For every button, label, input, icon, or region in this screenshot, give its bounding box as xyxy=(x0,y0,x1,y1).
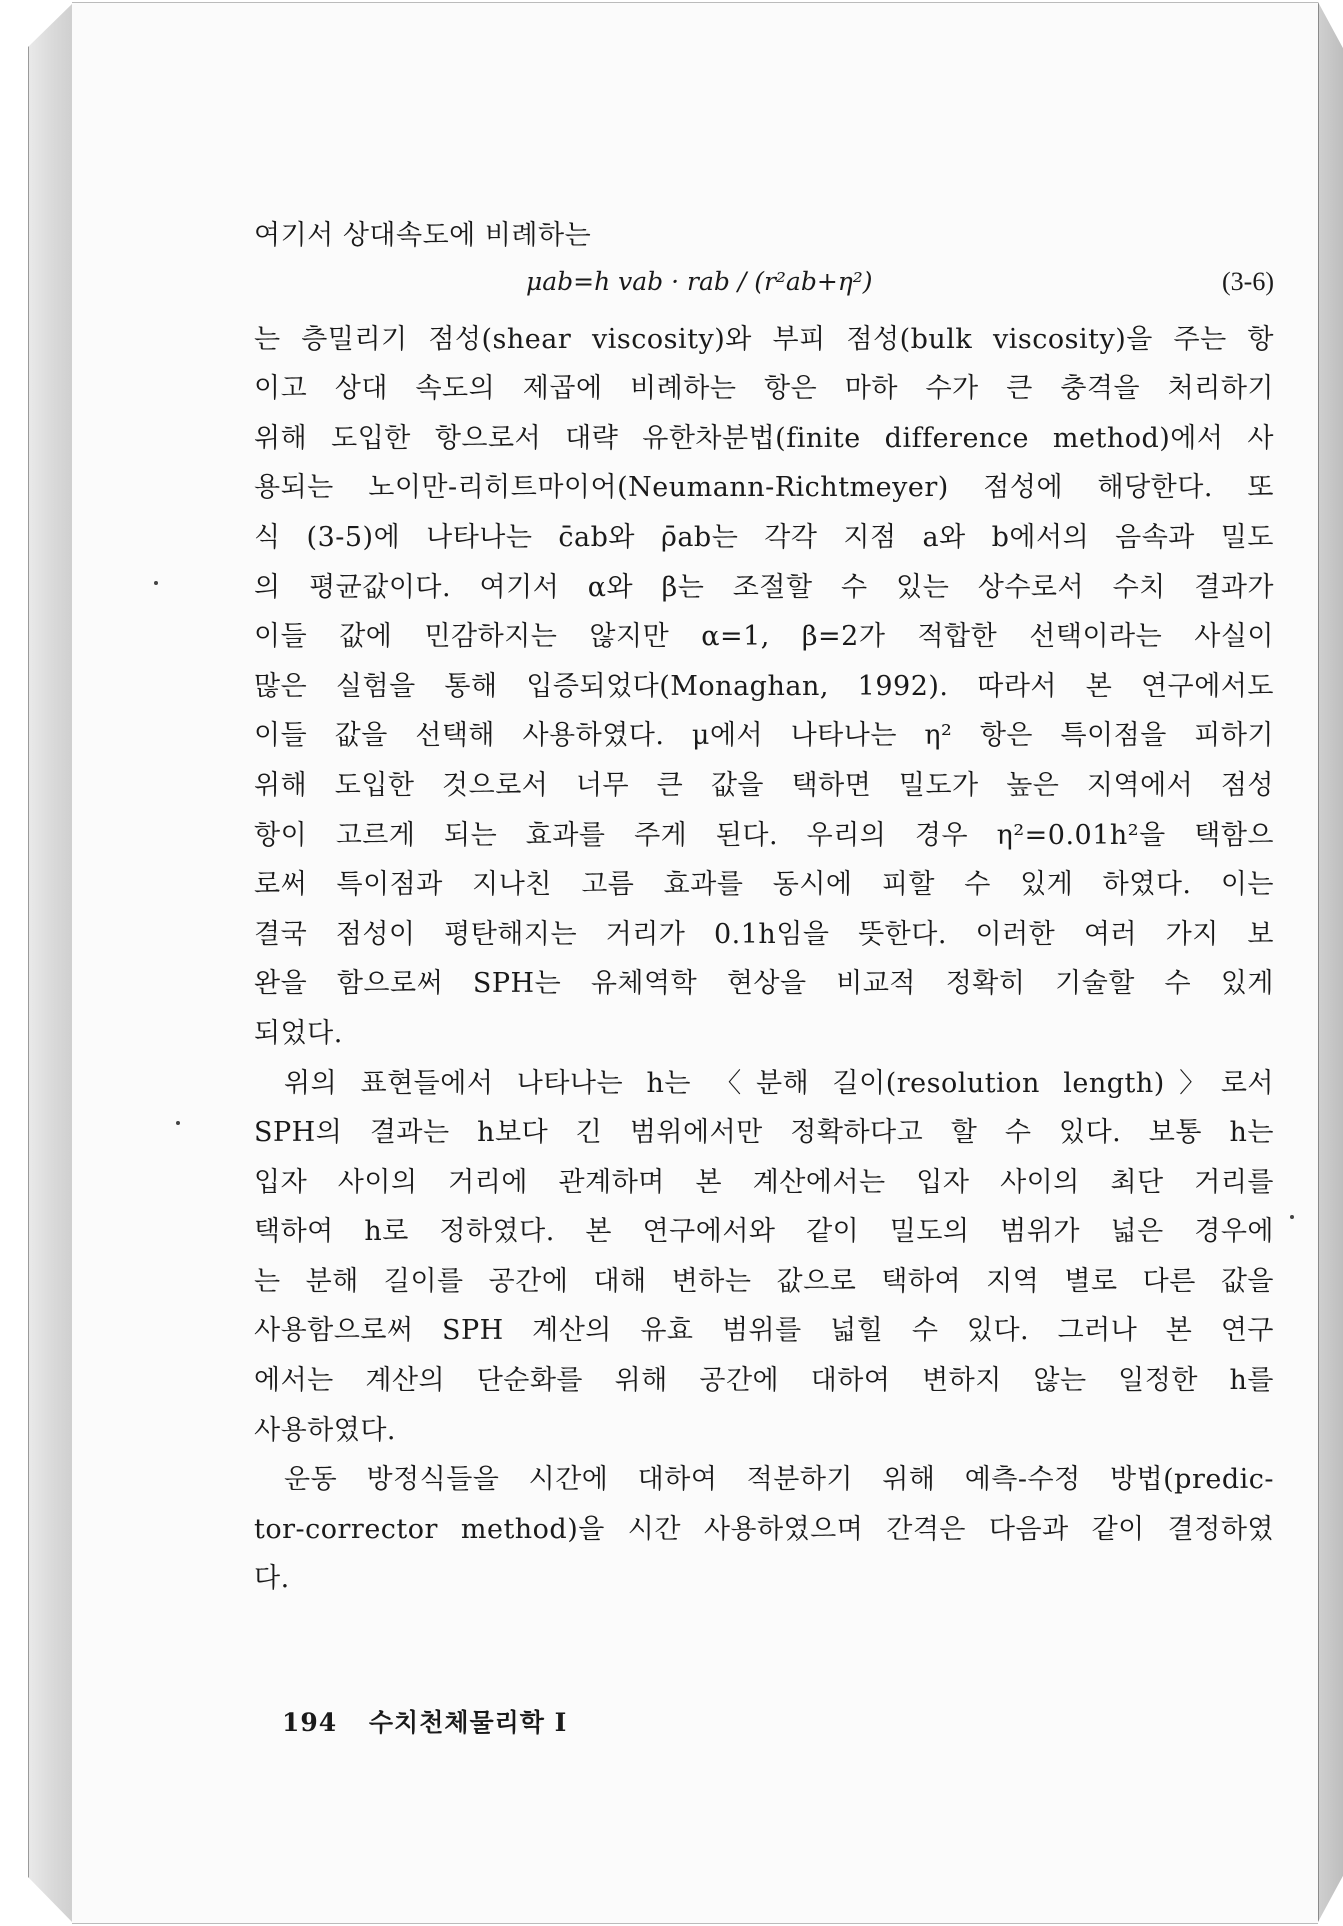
intro-line: 여기서 상대속도에 비례하는 xyxy=(254,220,592,251)
text-line: 위해 도입한 항으로서 대략 유한차분법(finite difference method)에서 사 xyxy=(254,422,1274,454)
text-line: 이들 값을 선택해 사용하였다. μ에서 나타나는 η² 항은 특이점을 피하기 xyxy=(254,720,1274,752)
text-line: 는 층밀리기 점성(shear viscosity)와 부피 점성(bulk viscosity)을 주는 항 xyxy=(254,323,1274,355)
text-line: 되었다. xyxy=(254,1017,343,1049)
text-line: 위해 도입한 것으로서 너무 큰 값을 택하면 밀도가 높은 지역에서 점성 xyxy=(254,769,1274,801)
text-line: SPH의 결과는 h보다 긴 범위에서만 정확하다고 할 수 있다. 보통 h는 xyxy=(254,1117,1274,1149)
book-left-edge xyxy=(28,2,74,1924)
text-line: 항이 고르게 되는 효과를 주게 된다. 우리의 경우 η²=0.01h²을 택함으 xyxy=(254,819,1274,851)
paragraph-2 xyxy=(254,1059,1274,1456)
equation-number: (3-6) xyxy=(1222,266,1274,296)
text-line: 위의 표현들에서 나타나는 h는 〈분해 길이(resolution length)〉로서 xyxy=(284,1067,1274,1099)
text-line: 운동 방정식들을 시간에 대하여 적분하기 위해 예측-수정 방법(predic- xyxy=(284,1464,1274,1496)
text-line: 완을 함으로써 SPH는 유체역학 현상을 비교적 정확히 기술할 수 있게 xyxy=(254,968,1274,1000)
text-line: tor-corrector method)을 시간 사용하였으며 간격은 다음과 같이 결정하였 xyxy=(254,1513,1274,1545)
text-line: 식 (3-5)에 나타나는 c̄ab와 ρ̄ab는 각각 지점 a와 b에서의 음속과 밀도 xyxy=(254,521,1274,553)
text-line: 결국 점성이 평탄해지는 거리가 0.1h임을 뜻한다. 이러한 여러 가지 보 xyxy=(254,918,1274,950)
page-content xyxy=(254,211,1274,1604)
book-right-edge xyxy=(1318,2,1343,1922)
book-page xyxy=(72,2,1318,1924)
text-line: 이고 상대 속도의 제곱에 비례하는 항은 마하 수가 큰 충격을 처리하기 xyxy=(254,373,1274,405)
text-line: 사용함으로써 SPH 계산의 유효 범위를 넓힐 수 있다. 그러나 본 연구 xyxy=(254,1315,1274,1347)
page-footer xyxy=(282,1703,567,1739)
text-line: 택하여 h로 정하였다. 본 연구에서와 같이 밀도의 범위가 넓은 경우에 xyxy=(254,1216,1274,1248)
text-line: 는 분해 길이를 공간에 대해 변하는 값으로 택하여 지역 별로 다른 값을 xyxy=(254,1265,1274,1297)
text-line: 용되는 노이만-리히트마이어(Neumann-Richtmeyer) 점성에 해당한다. 또 xyxy=(254,472,1274,504)
text-line: 많은 실험을 통해 입증되었다(Monaghan, 1992). 따라서 본 연구에서도 xyxy=(254,670,1274,702)
equation-row xyxy=(254,261,1274,315)
text-line: 에서는 계산의 단순화를 위해 공간에 대하여 변하지 않는 일정한 h를 xyxy=(254,1365,1274,1397)
scan-speck xyxy=(154,581,158,585)
text-line: 사용하였다. xyxy=(254,1414,396,1446)
paragraph-3 xyxy=(254,1455,1274,1604)
paragraph-1 xyxy=(254,315,1274,1059)
page-number: 194 xyxy=(282,1708,338,1737)
scan-speck xyxy=(1290,1215,1294,1219)
text-line: 로써 특이점과 지나친 고름 효과를 동시에 피할 수 있게 하였다. 이는 xyxy=(254,869,1274,901)
book-title: 수치천체물리학 Ⅰ xyxy=(368,1708,568,1737)
equation: μab=h vab · rab / (r²ab+η²) xyxy=(526,266,873,296)
text-line: 의 평균값이다. 여기서 α와 β는 조절할 수 있는 상수로서 수치 결과가 xyxy=(254,571,1274,603)
text-line: 이들 값에 민감하지는 않지만 α=1, β=2가 적합한 선택이라는 사실이 xyxy=(254,621,1274,653)
text-line: 입자 사이의 거리에 관계하며 본 계산에서는 입자 사이의 최단 거리를 xyxy=(254,1166,1274,1198)
text-line: 다. xyxy=(254,1563,290,1595)
scan-speck xyxy=(176,1121,180,1125)
